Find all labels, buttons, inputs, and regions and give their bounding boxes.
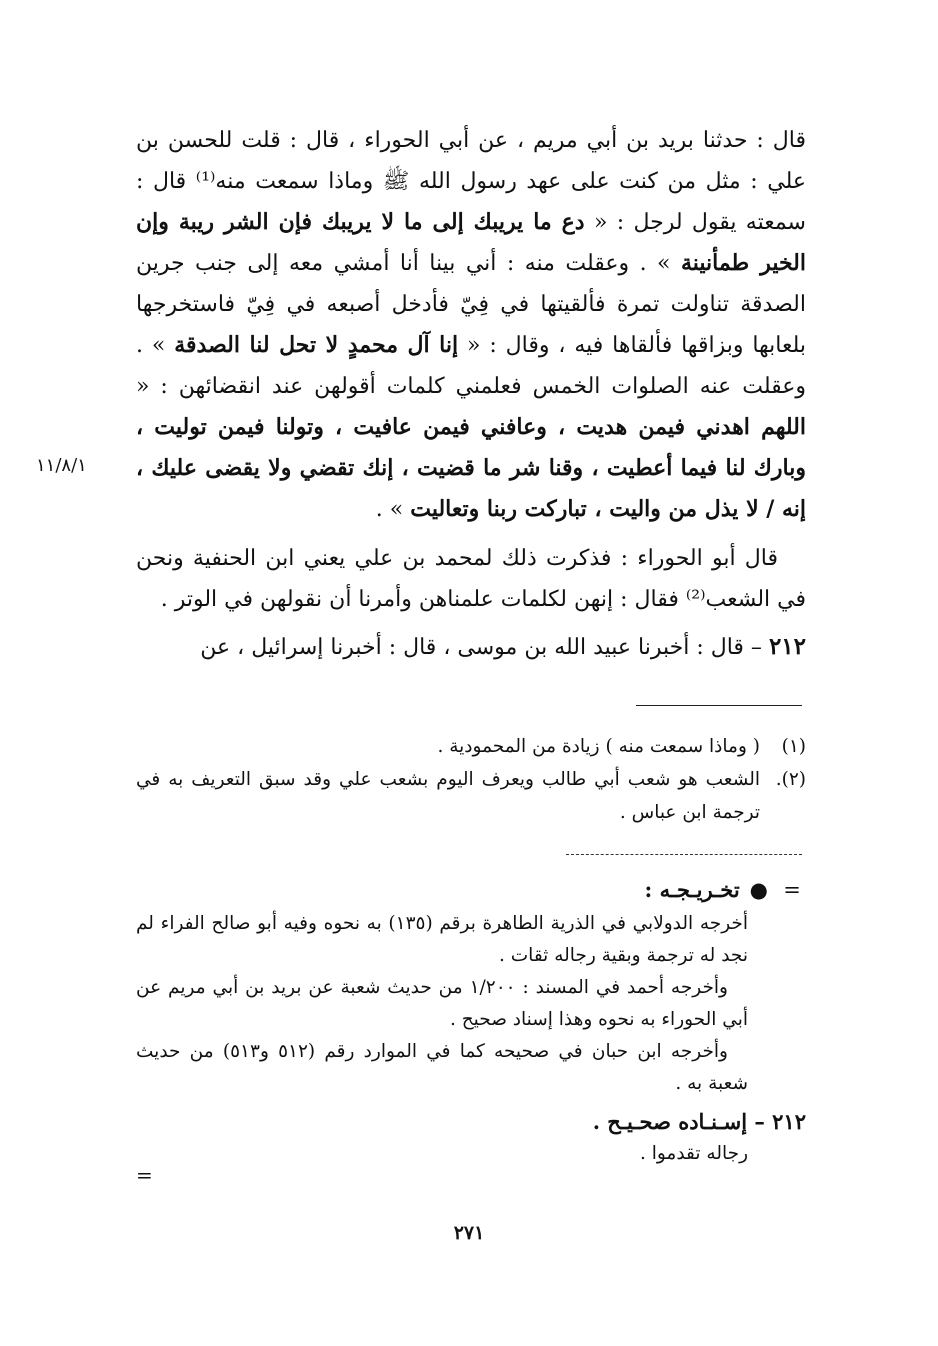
footnote-item xyxy=(136,763,806,829)
footnote-number: (٢). xyxy=(775,769,806,790)
paragraph-2: قال أبو الحوراء : فذكرت ذلك لمحمد بن علي يعني ابن الحنفية ونحن في الشعب⁽²⁾ فقال : إنهن لكلمات علمناهن وأمرنا أن نقولهن في الوتر . xyxy=(136,546,806,612)
takhrij-line: أخرجه الدولابي في الذرية الطاهرة برقم (١٣٥) به نحوه وفيه أبو صالح الفراء لم نجد له ترجمة وبقية رجاله ثقات . xyxy=(136,913,748,966)
paragraph-1 xyxy=(136,120,806,530)
para1-end: » . xyxy=(375,497,404,522)
continuation-mark: = xyxy=(783,878,801,902)
paragraph-3 xyxy=(136,626,806,668)
paragraph-3-text: – قال : أخبرنا عبيد الله بن موسى ، قال : أخبرنا إسرائيل ، عن xyxy=(200,635,762,660)
section-divider xyxy=(566,854,802,855)
takhrij-line: وأخرجه أحمد في المسند : ١/٢٠٠ من حديث شعبة عن بريد بن أبي مريم عن أبي الحوراء به نحوه وهذا إسناد صحيح . xyxy=(136,977,748,1030)
para1-line1: قال : حدثنا بريد بن أبي مريم ، عن أبي الحوراء ، قال : قلت للحسن بن xyxy=(136,128,806,153)
footnote-divider xyxy=(636,705,802,706)
takhrij-section xyxy=(136,874,806,1170)
para1-line2: علي : مثل من كنت على عهد رسول الله ﷺ وماذا سمعت منه⁽¹⁾ قال : xyxy=(136,169,806,194)
hadith-quote-3: اللهم اهدني فيمن هديت ، وعافني فيمن عافيت ، وتولنا فيمن توليت ، وبارك لنا فيما أعطيت ، وقنا شر ما قضيت ، إنك تقضي ولا يقضى عليك ، إنه / لا يذل من واليت ، تباركت ربنا وتعاليت xyxy=(136,414,806,522)
isnad-body: رجاله تقدموا . xyxy=(639,1143,748,1164)
takhrij-body xyxy=(136,908,748,1100)
main-text xyxy=(136,120,806,668)
footnotes xyxy=(136,730,806,829)
hadith-number: ٢١٢ xyxy=(768,633,806,660)
takhrij-line: وأخرجه ابن حبان في صحيحه كما في الموارد رقم (٥١٢ و٥١٣) من حديث شعبة به . xyxy=(136,1041,748,1094)
margin-reference: ١١/٨/١ xyxy=(36,455,87,476)
bullet-icon: ● xyxy=(749,877,768,902)
footnote-text: ( وماذا سمعت منه ) زيادة من المحمودية . xyxy=(437,736,760,757)
takhrij-heading xyxy=(136,874,806,906)
hadith-quote-1: دع ما يريبك إلى ما لا يريبك فإن الشر ريبة وإن الخير طمأنينة xyxy=(136,209,806,276)
page-number: ٢٧١ xyxy=(453,1222,485,1244)
para1-line4: » . وعقلت منه : أني بينا أنا أمشي معه إلى جنب جرين الصدقة تناولت تمرة فألقيتها في فِيّ فأدخل أصبعه في فِيّ فاستخرجها بلعابها وبزاقها فألقاها فيه ، وقال : « xyxy=(136,251,807,358)
footnote-number: (١) xyxy=(781,736,806,757)
continuation-mark-bottom: = xyxy=(136,1163,153,1187)
para1-line5: » . وعقلت عنه الصلوات الخمس فعلمني كلمات أقولهن عند انقضائهن : « xyxy=(136,333,806,399)
takhrij-title: تخـريـجـه : xyxy=(644,877,740,902)
footnote-item xyxy=(136,730,806,763)
hadith-quote-2: إنا آل محمدٍ لا تحل لنا الصدقة xyxy=(174,332,459,358)
isnad-heading: ٢١٢ – إسـنـاده صحـيـح . xyxy=(592,1109,806,1134)
para1-line3: سمعته يقول لرجل : « xyxy=(593,210,806,235)
footnote-text: الشعب هو شعب أبي طالب ويعرف اليوم بشعب علي وقد سبق التعريف به في ترجمة ابن عباس . xyxy=(136,769,760,823)
